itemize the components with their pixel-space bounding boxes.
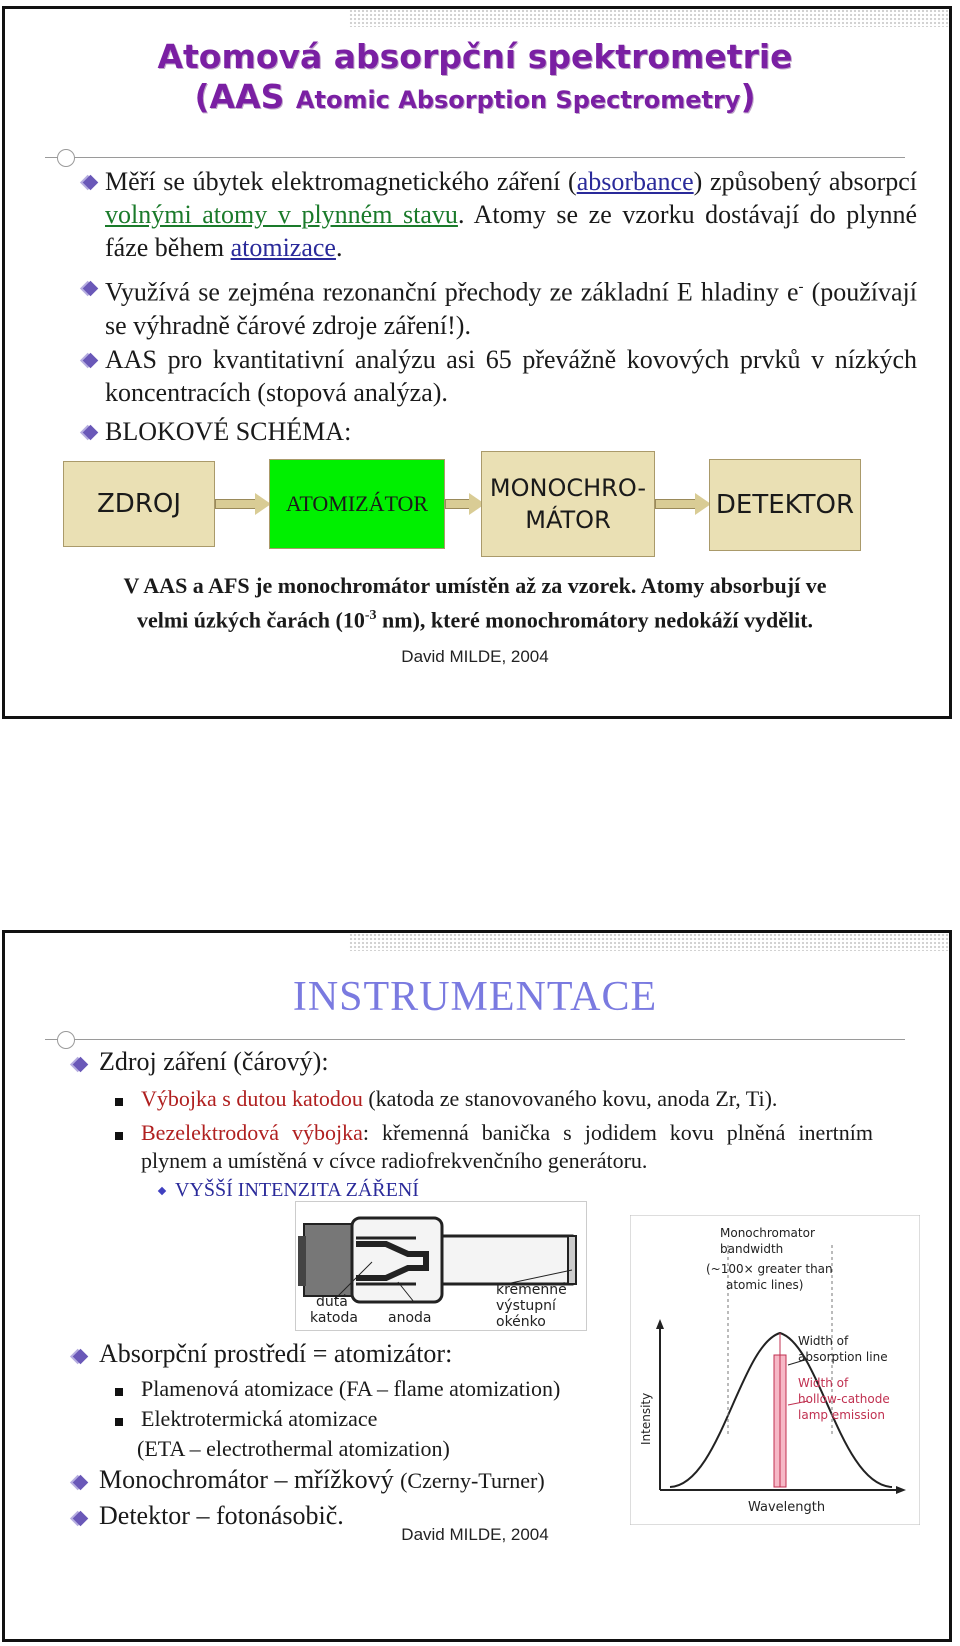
- bullet-diamond-icon: [81, 173, 101, 193]
- arrow-icon: [655, 497, 711, 511]
- arrow-icon: [215, 497, 271, 511]
- lamp-label-window3: okénko: [496, 1314, 546, 1330]
- block-monochromator: [481, 451, 655, 557]
- b2-text2: (používají se výhradně čárové zdroje záření!).: [105, 277, 917, 340]
- title-subtitle: Atomic Absorption Spectrometry: [295, 85, 741, 114]
- block-zdroj: ZDROJ: [63, 461, 215, 547]
- bullet-resonance: [105, 271, 917, 342]
- item-monochromator: [99, 1463, 545, 1498]
- lamp-label-cathode2: katoda: [310, 1310, 358, 1326]
- b1-text3: . Atomy se ze vzorku dostávají do plynné fáze během: [105, 200, 918, 262]
- item2-sub-text: VYŠŠÍ INTENZITA ZÁŘENÍ: [175, 1179, 419, 1201]
- item-edl: [141, 1119, 873, 1175]
- item-edl-sub: [159, 1176, 419, 1204]
- bullet-diamond-icon: [81, 279, 101, 299]
- link-absorbance[interactable]: absorbance: [576, 167, 694, 196]
- bullet-diamond-icon: [71, 1473, 91, 1493]
- bullet-measure: [105, 165, 917, 264]
- bullet-diamond-icon: [71, 1055, 91, 1075]
- link-free-atoms[interactable]: volnými atomy v plynném stavu: [105, 200, 458, 229]
- slide-instrumentace: [2, 930, 952, 1642]
- plot-label-w3: Width of: [798, 1376, 849, 1390]
- bullet-diamond-icon: [81, 423, 101, 443]
- mono-line2: MÁTOR: [525, 506, 611, 534]
- lamp-label-cathode1: dutá: [316, 1294, 348, 1310]
- item-flame: Plamenová atomizace (FA – flame atomization): [141, 1376, 561, 1401]
- slide-title: [5, 37, 945, 116]
- item-detektor: Detektor – fotonásobič.: [99, 1501, 344, 1530]
- lamp-label-window2: výstupní: [496, 1298, 556, 1314]
- note-line2a: velmi úzkých čarách (10: [136, 607, 365, 633]
- b1-text1: Měří se úbytek elektromagnetického záření (: [105, 167, 577, 196]
- lamp-label-window1: křemenné: [496, 1282, 567, 1298]
- small-diamond-icon: [158, 1187, 166, 1195]
- mono-b: (Czerny-Turner): [400, 1468, 545, 1493]
- heading-absorb: Absorpční prostředí = atomizátor:: [99, 1339, 453, 1368]
- plot-label-bw1: Monochromator: [720, 1226, 815, 1240]
- footer-author: David MILDE, 2004: [401, 647, 549, 666]
- plot-axis-x: Wavelength: [748, 1500, 826, 1515]
- bullet-square-icon: [115, 1132, 123, 1140]
- title-line2: [5, 77, 945, 117]
- plot-label-bw3: (~100× greater than: [706, 1262, 833, 1276]
- arrow-icon: [445, 497, 485, 511]
- item2-rest: : křemenná banička s jodidem kovu plněná inertním plynem a umístěná v cívce radiofrekvenčního generátoru.: [141, 1120, 873, 1173]
- block-detektor: DETEKTOR: [709, 459, 861, 551]
- bullet-square-icon: [115, 1098, 123, 1106]
- plot-axis-y: Intensity: [639, 1392, 653, 1445]
- note-line2b: nm), které monochromátory nedokáží vydělit.: [376, 607, 814, 633]
- note-line2: [5, 601, 945, 635]
- b1-text2: ) způsobený absorpcí: [693, 167, 918, 196]
- plot-label-bw4: atomic lines): [726, 1278, 804, 1292]
- lamp-label-anode: anoda: [388, 1310, 432, 1326]
- title-open: (AAS: [194, 76, 285, 116]
- footer-author: David MILDE, 2004: [401, 1525, 549, 1544]
- bandwidth-plot-image: [630, 1215, 920, 1525]
- item-eta: Elektrotermická atomizace: [141, 1406, 378, 1431]
- block-atomizator: ATOMIZÁTOR: [269, 459, 445, 549]
- plot-label-w2: absorption line: [798, 1350, 888, 1364]
- item1-rest: (katoda ze stanovovaného kovu, anoda Zr, Ti).: [362, 1086, 778, 1111]
- bullet-quantitative: AAS pro kvantitativní analýzu asi 65 převážně kovových prvků v nízkých koncentracích (stopová analýza).: [105, 345, 917, 407]
- mono-line1: MONOCHRO-: [489, 474, 647, 502]
- b2-text1: Využívá se zejména rezonanční přechody ze základní E hladiny e: [105, 277, 799, 307]
- note-monochromator: [5, 571, 945, 635]
- dotted-band: [349, 933, 949, 951]
- slide-aas: [2, 6, 952, 719]
- item2-red: Bezelektrodová výbojka: [141, 1120, 363, 1145]
- item-eta-sub: (ETA – electrothermal atomization): [137, 1436, 450, 1461]
- bullet-diamond-icon: [81, 351, 101, 371]
- bullet-square-icon: [115, 1418, 123, 1426]
- item-hollow-cathode: [141, 1085, 911, 1113]
- b1-text4: .: [335, 233, 343, 262]
- dotted-band: [349, 9, 949, 27]
- plot-label-w4: hollow-cathode: [798, 1392, 890, 1406]
- plot-label-bw2: bandwidth: [720, 1242, 784, 1256]
- bullet-block-scheme: BLOKOVÉ SCHÉMA:: [105, 417, 352, 446]
- bullet-diamond-icon: [71, 1347, 91, 1367]
- note-line1: V AAS a AFS je monochromátor umístěn až za vzorek. Atomy absorbují ve: [123, 573, 827, 598]
- plot-label-w1: Width of: [798, 1334, 849, 1348]
- title-line1: Atomová absorpční spektrometrie: [157, 37, 793, 76]
- title-close: ): [740, 76, 756, 116]
- slide-title: INSTRUMENTACE: [292, 974, 658, 1020]
- link-atomizace[interactable]: atomizace: [230, 233, 336, 262]
- plot-label-w5: lamp emission: [798, 1408, 885, 1422]
- note-sup: -3: [364, 608, 377, 623]
- b2-sup: -: [798, 279, 804, 295]
- item1-red: Výbojka s dutou katodou: [141, 1086, 363, 1111]
- heading-zdroj: Zdroj záření (čárový):: [99, 1047, 329, 1076]
- mono-a: Monochromátor – mřížkový: [99, 1465, 401, 1494]
- bullet-square-icon: [115, 1388, 123, 1396]
- lamp-image: [295, 1201, 587, 1331]
